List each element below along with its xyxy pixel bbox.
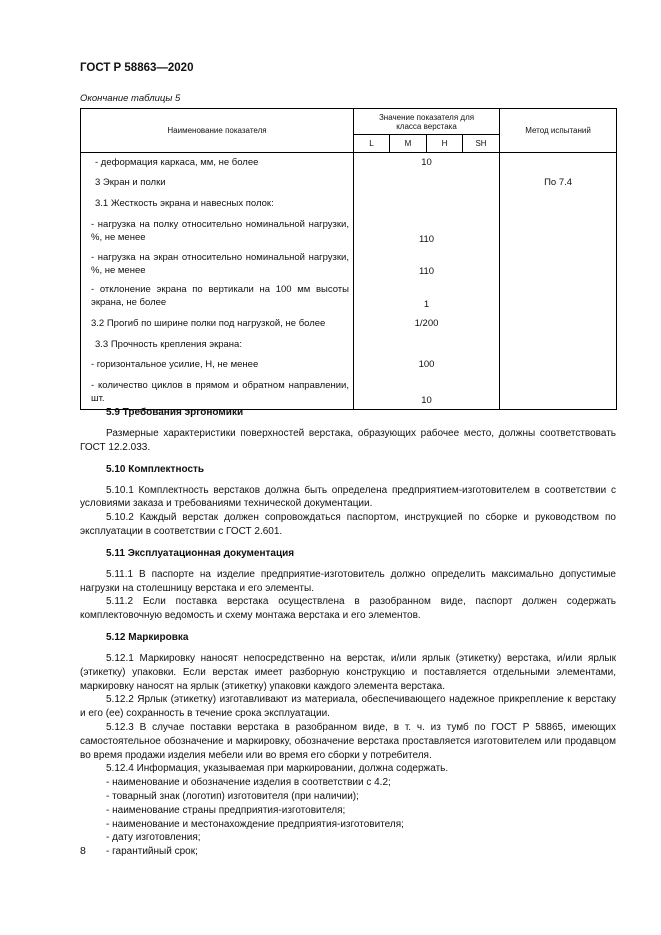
section-title-5-12: 5.12 Маркировка — [106, 631, 189, 643]
list-item: - наименование и местонахождение предприятия-изготовителя; — [106, 818, 404, 830]
document-body — [80, 405, 616, 859]
row-value: 10 — [354, 376, 500, 410]
row-value: 10 — [354, 153, 500, 172]
class-sh: SH — [463, 135, 500, 153]
table-row — [81, 335, 617, 354]
paragraph: 5.12.4 Информация, указываемая при маркировании, должна содержать. — [106, 763, 449, 775]
list-item: - товарный знак (логотип) изготовителя (при наличии); — [106, 790, 359, 802]
row-method — [500, 193, 617, 214]
table-row — [81, 354, 617, 376]
paragraph: 5.10.1 Комплектность верстаков должна быть определена предприятием-изготовителем в соответствии с условиями заказа и требованиями технической документации. — [80, 484, 616, 510]
list-item: - дату изготовления; — [106, 832, 201, 844]
section-title-5-11: 5.11 Эксплуатационная документация — [106, 547, 295, 559]
row-name: 3.1 Жесткость экрана и навесных полок: — [81, 193, 354, 214]
row-value: 1 — [354, 280, 500, 313]
paragraph: 5.11.2 Если поставка верстака осуществлена в разобранном виде, паспорт должен содержать комплектовочную ведомость и схему монтажа верстака и его элементов. — [80, 596, 616, 622]
row-name: 3.2 Прогиб по ширине полки под нагрузкой, не более — [81, 313, 354, 335]
row-name: 3.3 Прочность крепления экрана: — [81, 335, 354, 354]
section-title-5-9: 5.9 Требования эргономики — [106, 407, 244, 418]
page-number: 8 — [80, 845, 86, 857]
table-caption: Окончание таблицы 5 — [80, 93, 181, 104]
table-row — [81, 248, 617, 280]
row-method — [500, 354, 617, 376]
table-row — [81, 153, 617, 172]
row-value: 110 — [354, 248, 500, 280]
row-name: 3 Экран и полки — [81, 172, 354, 193]
col-header-value: Значение показателя для класса верстака — [354, 109, 500, 135]
class-m: M — [390, 135, 427, 153]
paragraph: Размерные характеристики поверхностей верстака, образующих рабочее место, должны соответствовать ГОСТ 12.2.033. — [80, 428, 616, 453]
class-h: H — [427, 135, 463, 153]
row-name: - горизонтальное усилие, Н, не менее — [81, 354, 354, 376]
paragraph: 5.10.2 Каждый верстак должен сопровождаться паспортом, инструкцией по сборке и руководством по эксплуатации в соответствии с ГОСТ 2.601. — [80, 512, 616, 537]
col-header-method: Метод испытаний — [500, 109, 617, 153]
row-value: 110 — [354, 214, 500, 248]
col-header-name: Наименование показателя — [81, 109, 354, 153]
paragraph: 5.11.1 В паспорте на изделие предприятие-изготовитель должно определить максимально допустимые нагрузки на столешницу верстака и его элементы. — [80, 568, 616, 594]
table-row — [81, 280, 617, 313]
row-name: - деформация каркаса, мм, не более — [81, 153, 354, 172]
document-id: ГОСТ Р 58863—2020 — [80, 62, 194, 74]
list-item: - наименование и обозначение изделия в соответствии с 4.2; — [106, 777, 391, 789]
row-value: 100 — [354, 354, 500, 376]
class-l: L — [354, 135, 390, 153]
row-value — [354, 335, 500, 354]
row-value — [354, 172, 500, 193]
table-row — [81, 193, 617, 214]
table-5 — [80, 108, 617, 410]
row-name: - количество циклов в прямом и обратном направлении, шт. — [81, 376, 354, 410]
table-row — [81, 172, 617, 193]
row-method — [500, 280, 617, 313]
section-title-5-10: 5.10 Комплектность — [106, 463, 205, 475]
paragraph: 5.12.2 Ярлык (этикетку) изготавливают из материала, обеспечивающего надежное прикрепление к верстаку и его (ее) сохранность в течение срока эксплуатации. — [80, 694, 616, 720]
row-value — [354, 193, 500, 214]
row-method — [500, 248, 617, 280]
row-method — [500, 153, 617, 172]
paragraph: 5.12.1 Маркировку наносят непосредственно на верстак, и/или ярлык (этикетку) верстака, и/или ярлык (этикетку) упаковки. Если верстак имеет разборную конструкцию и поставляется отдельными элементами, маркировку наносят на ярлык (этикетку) упаковки каждого элемента верстака. — [80, 652, 616, 692]
row-name: - отклонение экрана по вертикали на 100 мм высоты экрана, не более — [81, 280, 354, 313]
row-method — [500, 335, 617, 354]
table-row — [81, 313, 617, 335]
table-row — [81, 214, 617, 248]
row-method: По 7.4 — [500, 172, 617, 193]
list-item: - наименование страны предприятия-изготовителя; — [106, 804, 346, 816]
row-method — [500, 313, 617, 335]
row-name: - нагрузка на полку относительно номинальной нагрузки, %, не менее — [81, 214, 354, 248]
paragraph: 5.12.3 В случае поставки верстака в разобранном виде, в т. ч. из тумб по ГОСТ Р 58865, имеющих самостоятельное обозначение и маркировку, обозначение верстака проставляется изготовителем или продавцом во время продажи изделия мебели или во время его сборки у потребителя. — [80, 721, 616, 761]
row-value: 1/200 — [354, 313, 500, 335]
row-method — [500, 214, 617, 248]
row-name: - нагрузка на экран относительно номинальной нагрузки, %, не менее — [81, 248, 354, 280]
list-item: - гарантийный срок; — [106, 846, 198, 858]
